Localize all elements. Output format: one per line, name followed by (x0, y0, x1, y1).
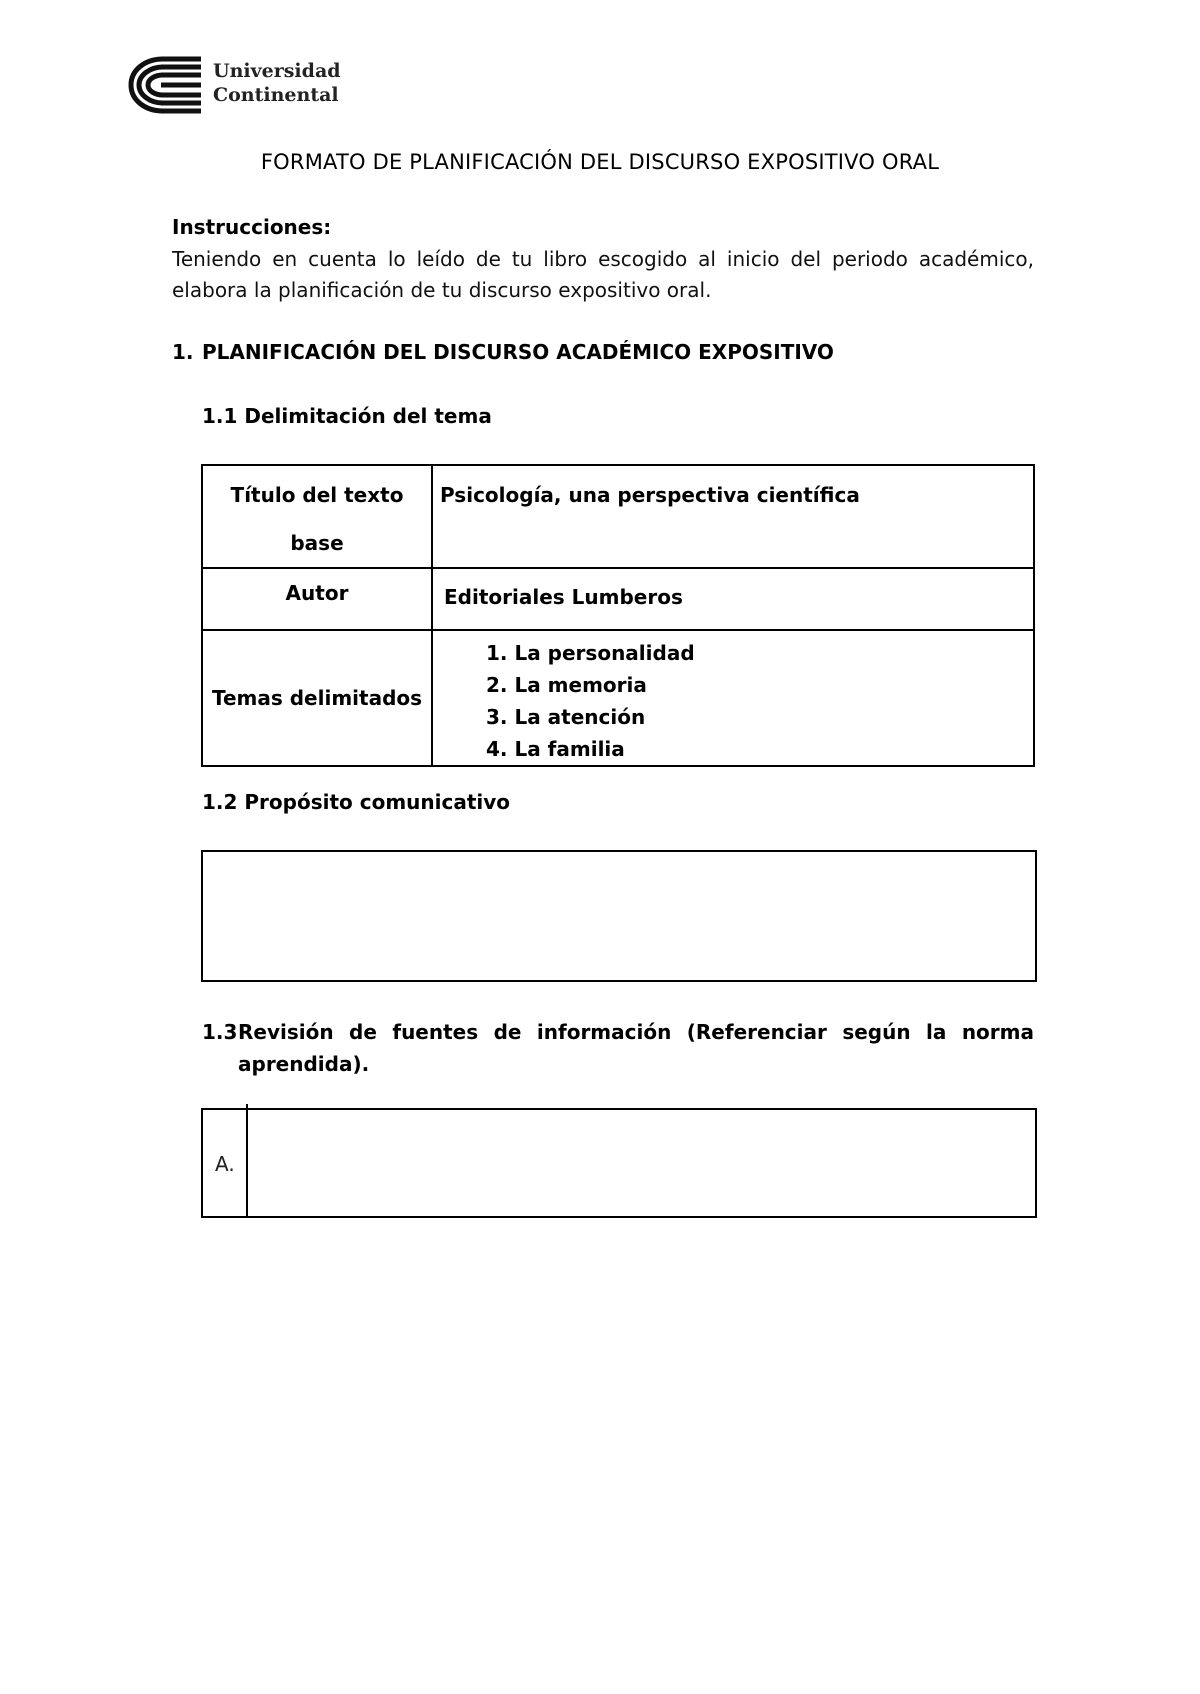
title-label-cell (202, 465, 432, 568)
list-item: 1. La personalidad (486, 641, 695, 665)
document-title: FORMATO DE PLANIFICACIÓN DEL DISCURSO EXPOSITIVO ORAL (260, 150, 940, 174)
author-label-cell (202, 568, 432, 630)
instructions-text: Teniendo en cuenta lo leído de tu libro escogido al inicio del periodo académico, elabora la planificación de tu discurso expositivo oral. (172, 247, 1034, 302)
sources-divider (246, 1104, 248, 1216)
table-row-topics (202, 630, 1034, 766)
topics-list (433, 631, 1033, 765)
author-value-cell[interactable] (432, 568, 1034, 630)
author-label: Autor (285, 581, 349, 605)
title-label-line-1: Título del texto (230, 483, 404, 507)
table-row-author (202, 568, 1034, 630)
section-1-heading (172, 340, 834, 364)
instructions-label: Instrucciones: (172, 215, 332, 239)
title-value-cell[interactable] (432, 465, 1034, 568)
university-logo (127, 55, 347, 117)
subsection-1-3-heading (202, 1016, 1034, 1080)
list-item: 3. La atención (486, 705, 646, 729)
subsection-1-3-number: 1.3 (202, 1020, 238, 1044)
subsection-1-1-heading: 1.1 Delimitación del tema (202, 404, 492, 428)
source-row-letter: A. (215, 1152, 235, 1176)
topics-label-cell (202, 630, 432, 766)
topic-delimitation-table (201, 464, 1035, 767)
sources-box[interactable] (201, 1108, 1037, 1218)
subsection-1-3-title: Revisión de fuentes de información (Referenciar según la norma aprendida). (238, 1020, 1034, 1076)
logo-wordmark (213, 59, 341, 107)
title-value: Psicología, una perspectiva científica (440, 483, 860, 507)
list-item: 4. La familia (486, 737, 625, 761)
table-row-title (202, 465, 1034, 568)
section-1-title: PLANIFICACIÓN DEL DISCURSO ACADÉMICO EXPOSITIVO (202, 340, 834, 364)
author-value: Editoriales Lumberos (444, 585, 683, 609)
purpose-box[interactable] (201, 850, 1037, 982)
subsection-1-2-heading: 1.2 Propósito comunicativo (202, 790, 511, 814)
logo-line-2: Continental (213, 84, 339, 106)
university-logo-icon (127, 55, 207, 115)
list-item: 2. La memoria (486, 673, 647, 697)
title-label-line-2: base (290, 531, 344, 555)
topics-label: Temas delimitados (211, 686, 423, 710)
section-1-number: 1. (172, 340, 194, 364)
logo-line-1: Universidad (213, 60, 341, 82)
topics-value-cell[interactable] (432, 630, 1034, 766)
